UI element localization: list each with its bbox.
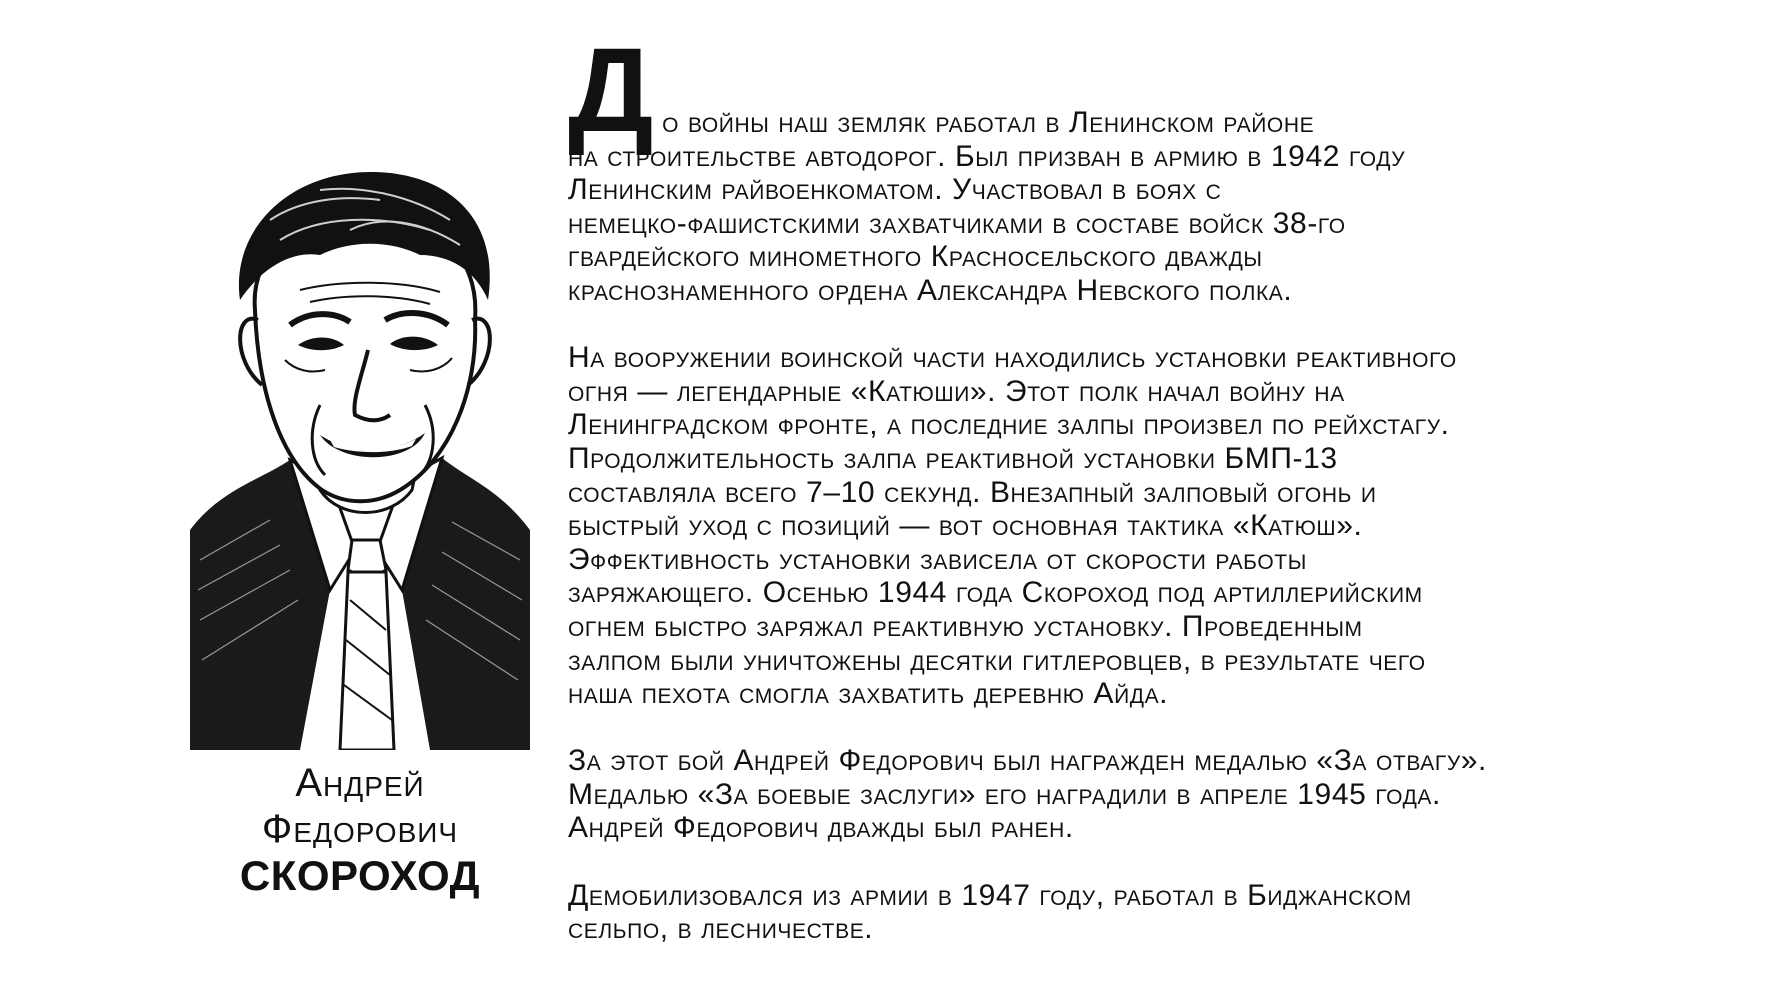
portrait-drawing (180, 160, 540, 750)
text-line: сельпо, в лесничестве. (568, 912, 874, 946)
text-line: наша пехота смогла захватить деревню Айда. (568, 677, 1169, 711)
surname: СКОРОХОД (239, 852, 481, 899)
text-line: Демобилизовался из армии в 1947 году, работал в Биджанском (568, 878, 1412, 912)
text-line: Медалью «За боевые заслуги» его наградили в апреле 1945 года. (568, 777, 1441, 811)
biography-text (568, 23, 1608, 979)
paragraph (568, 23, 1608, 308)
text-line: Эффективность установки зависела от скорости работы (568, 542, 1307, 576)
drop-cap: Д (568, 23, 655, 157)
text-line: составляла всего 7–10 секунд. Внезапный залповый огонь и (568, 475, 1377, 509)
person-name (180, 760, 540, 900)
text-line: заряжающего. Осенью 1944 года Скороход под артиллерийским (568, 576, 1423, 610)
portrait-sketch (180, 160, 540, 750)
text-line: на строительстве автодорог. Был призван в армию в 1942 году (568, 139, 1406, 173)
text-line: краснознаменного ордена Александра Невского полка. (568, 273, 1293, 307)
text-line: На вооружении воинской части находились установки реактивного (568, 341, 1457, 375)
paragraph (568, 744, 1608, 845)
paragraph (568, 341, 1608, 711)
text-line: Продолжительность залпа реактивной установки БМП-13 (568, 441, 1338, 475)
first-name: Андрей (295, 761, 425, 805)
patronymic: Федорович (261, 807, 459, 851)
text-line: За этот бой Андрей Федорович был награжден медалью «За отвагу». (568, 744, 1487, 778)
text-line: огнем быстро заряжал реактивную установку. Проведенным (568, 609, 1363, 643)
text-line: Ленинским райвоенкоматом. Участвовал в боях с (568, 173, 1222, 207)
text-line: залпом были уничтожены десятки гитлеровцев, в результате чего (568, 643, 1426, 677)
text-line: о войны наш земляк работал в Ленинском районе (662, 106, 1315, 139)
text-line: быстрый уход с позиций — вот основная тактика «Катюш». (568, 509, 1363, 543)
text-line: Ленинградском фронте, а последние залпы произвел по рейхстагу. (568, 408, 1450, 442)
paragraph (568, 879, 1608, 946)
text-line: немецко-фашистскими захватчиками в составе войск 38-го (568, 206, 1346, 240)
text-line: огня — легендарные «Катюши». Этот полк начал войну на (568, 374, 1345, 408)
text-line: гвардейского минометного Красносельского дважды (568, 240, 1263, 274)
text-line: Андрей Федорович дважды был ранен. (568, 811, 1074, 845)
